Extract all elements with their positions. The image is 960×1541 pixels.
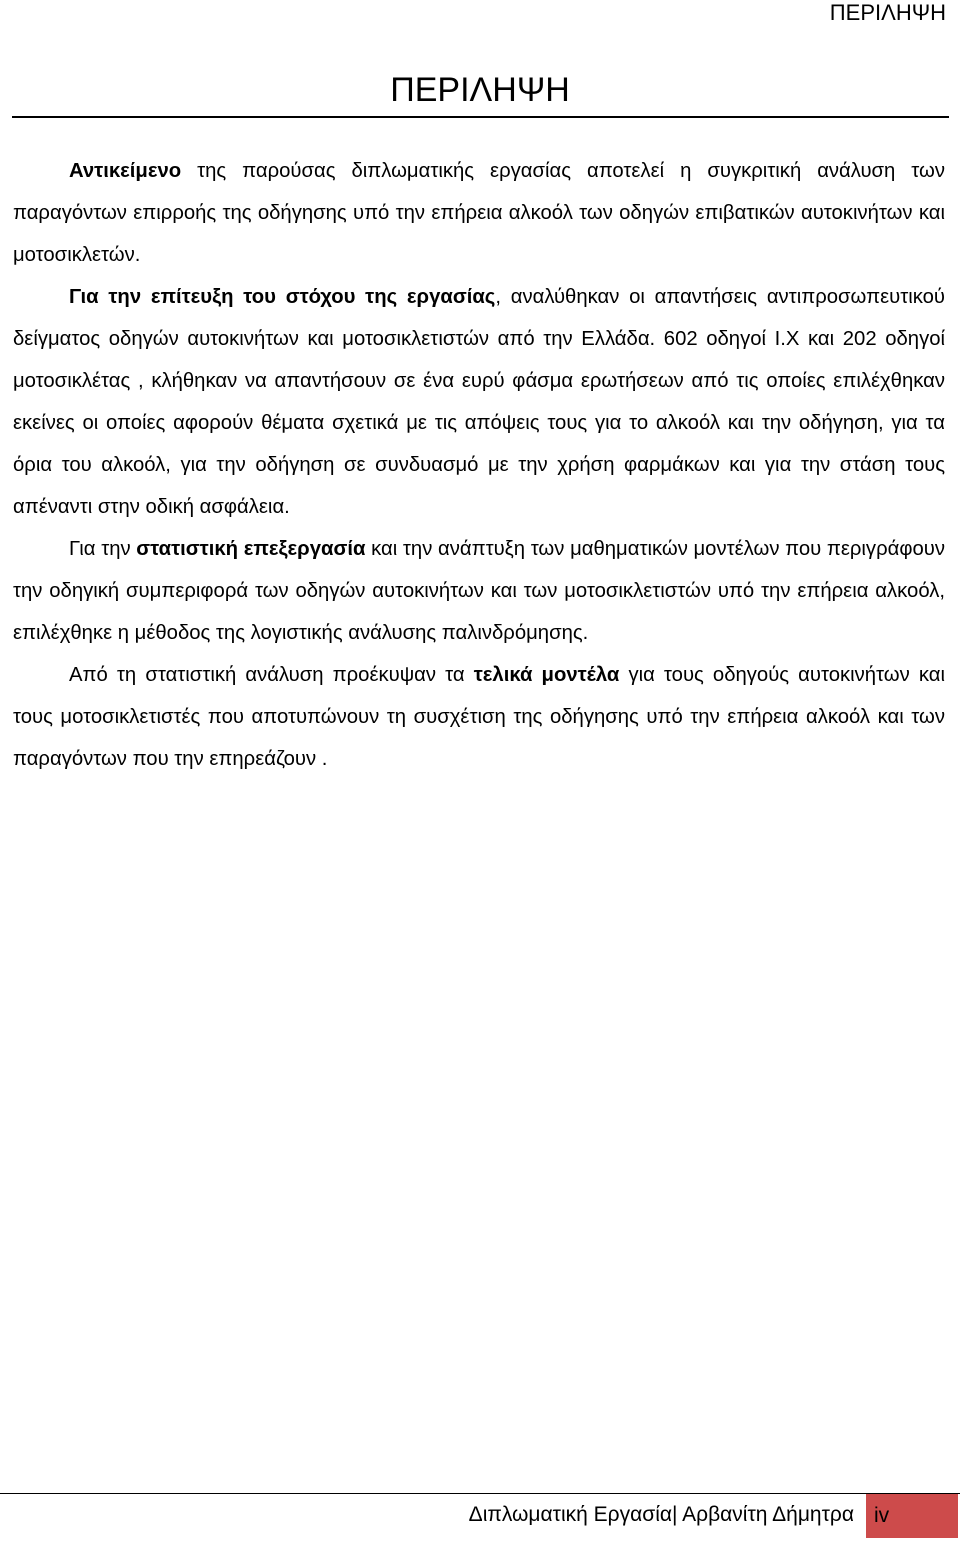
footer-text: Διπλωματική Εργασία| Αρβανίτη Δήμητρα	[468, 1503, 854, 1526]
page-number-badge: iv	[866, 1494, 958, 1538]
bold-term: Για την επίτευξη του στόχου της εργασίας	[69, 286, 496, 308]
abstract-body	[13, 150, 945, 780]
bold-term: Αντικείμενο	[69, 160, 182, 182]
paragraph-text: , αναλύθηκαν οι απαντήσεις αντιπροσωπευτικού δείγματος οδηγών αυτοκινήτων και μοτοσικλετιστών από την Ελλάδα. 602 οδηγοί Ι.Χ και 202 οδηγοί μοτοσικλέτας , κλήθηκαν να απαντήσουν σε ένα ευρύ φάσμα ερωτήσεων από τις οποίες επιλέχθηκαν εκείνες οι οποίες αφορούν θέματα σχετικά με τις απόψεις τους για το αλκοόλ και την οδήγηση, για τα όρια του αλκοόλ, για την οδήγηση σε συνδυασμό με την χρήση φαρμάκων και για την στάση τους απέναντι στην οδική ασφάλεια.	[13, 286, 945, 518]
paragraph-objective	[13, 150, 945, 276]
paragraph-text: Για την	[69, 538, 137, 560]
page-title: ΠΕΡΙΛΗΨΗ	[390, 71, 570, 109]
bold-term: στατιστική επεξεργασία	[136, 538, 366, 560]
paragraph-results	[13, 654, 945, 780]
paragraph-text: της παρούσας διπλωματικής εργασίας αποτελεί η συγκριτική ανάλυση των παραγόντων επιρροής της οδήγησης υπό την επήρεια αλκοόλ των οδηγών επιβατικών αυτοκινήτων και μοτοσικλετών.	[13, 160, 945, 266]
running-header: ΠΕΡΙΛΗΨΗ	[829, 0, 946, 25]
paragraph-method	[13, 276, 945, 528]
paragraph-text: για τους οδηγούς αυτοκινήτων και τους μοτοσικλετιστές που αποτυπώνουν τη συσχέτιση της οδήγησης υπό την επήρεια αλκοόλ και των παραγόντων που την επηρεάζουν .	[13, 664, 946, 770]
paragraph-statistics	[13, 528, 945, 654]
paragraph-text: Από τη στατιστική ανάλυση προέκυψαν τα	[69, 664, 474, 686]
bold-term: τελικά μοντέλα	[473, 664, 620, 686]
footer-divider	[0, 1493, 960, 1494]
paragraph-text: και την ανάπτυξη των μαθηματικών μοντέλων που περιγράφουν την οδηγική συμπεριφορά των οδηγών αυτοκινήτων και των μοτοσικλετιστών υπό την επήρεια αλκοόλ, επιλέχθηκε η μέθοδος της λογιστικής ανάλυσης παλινδρόμησης.	[13, 538, 946, 644]
title-divider	[12, 116, 949, 118]
